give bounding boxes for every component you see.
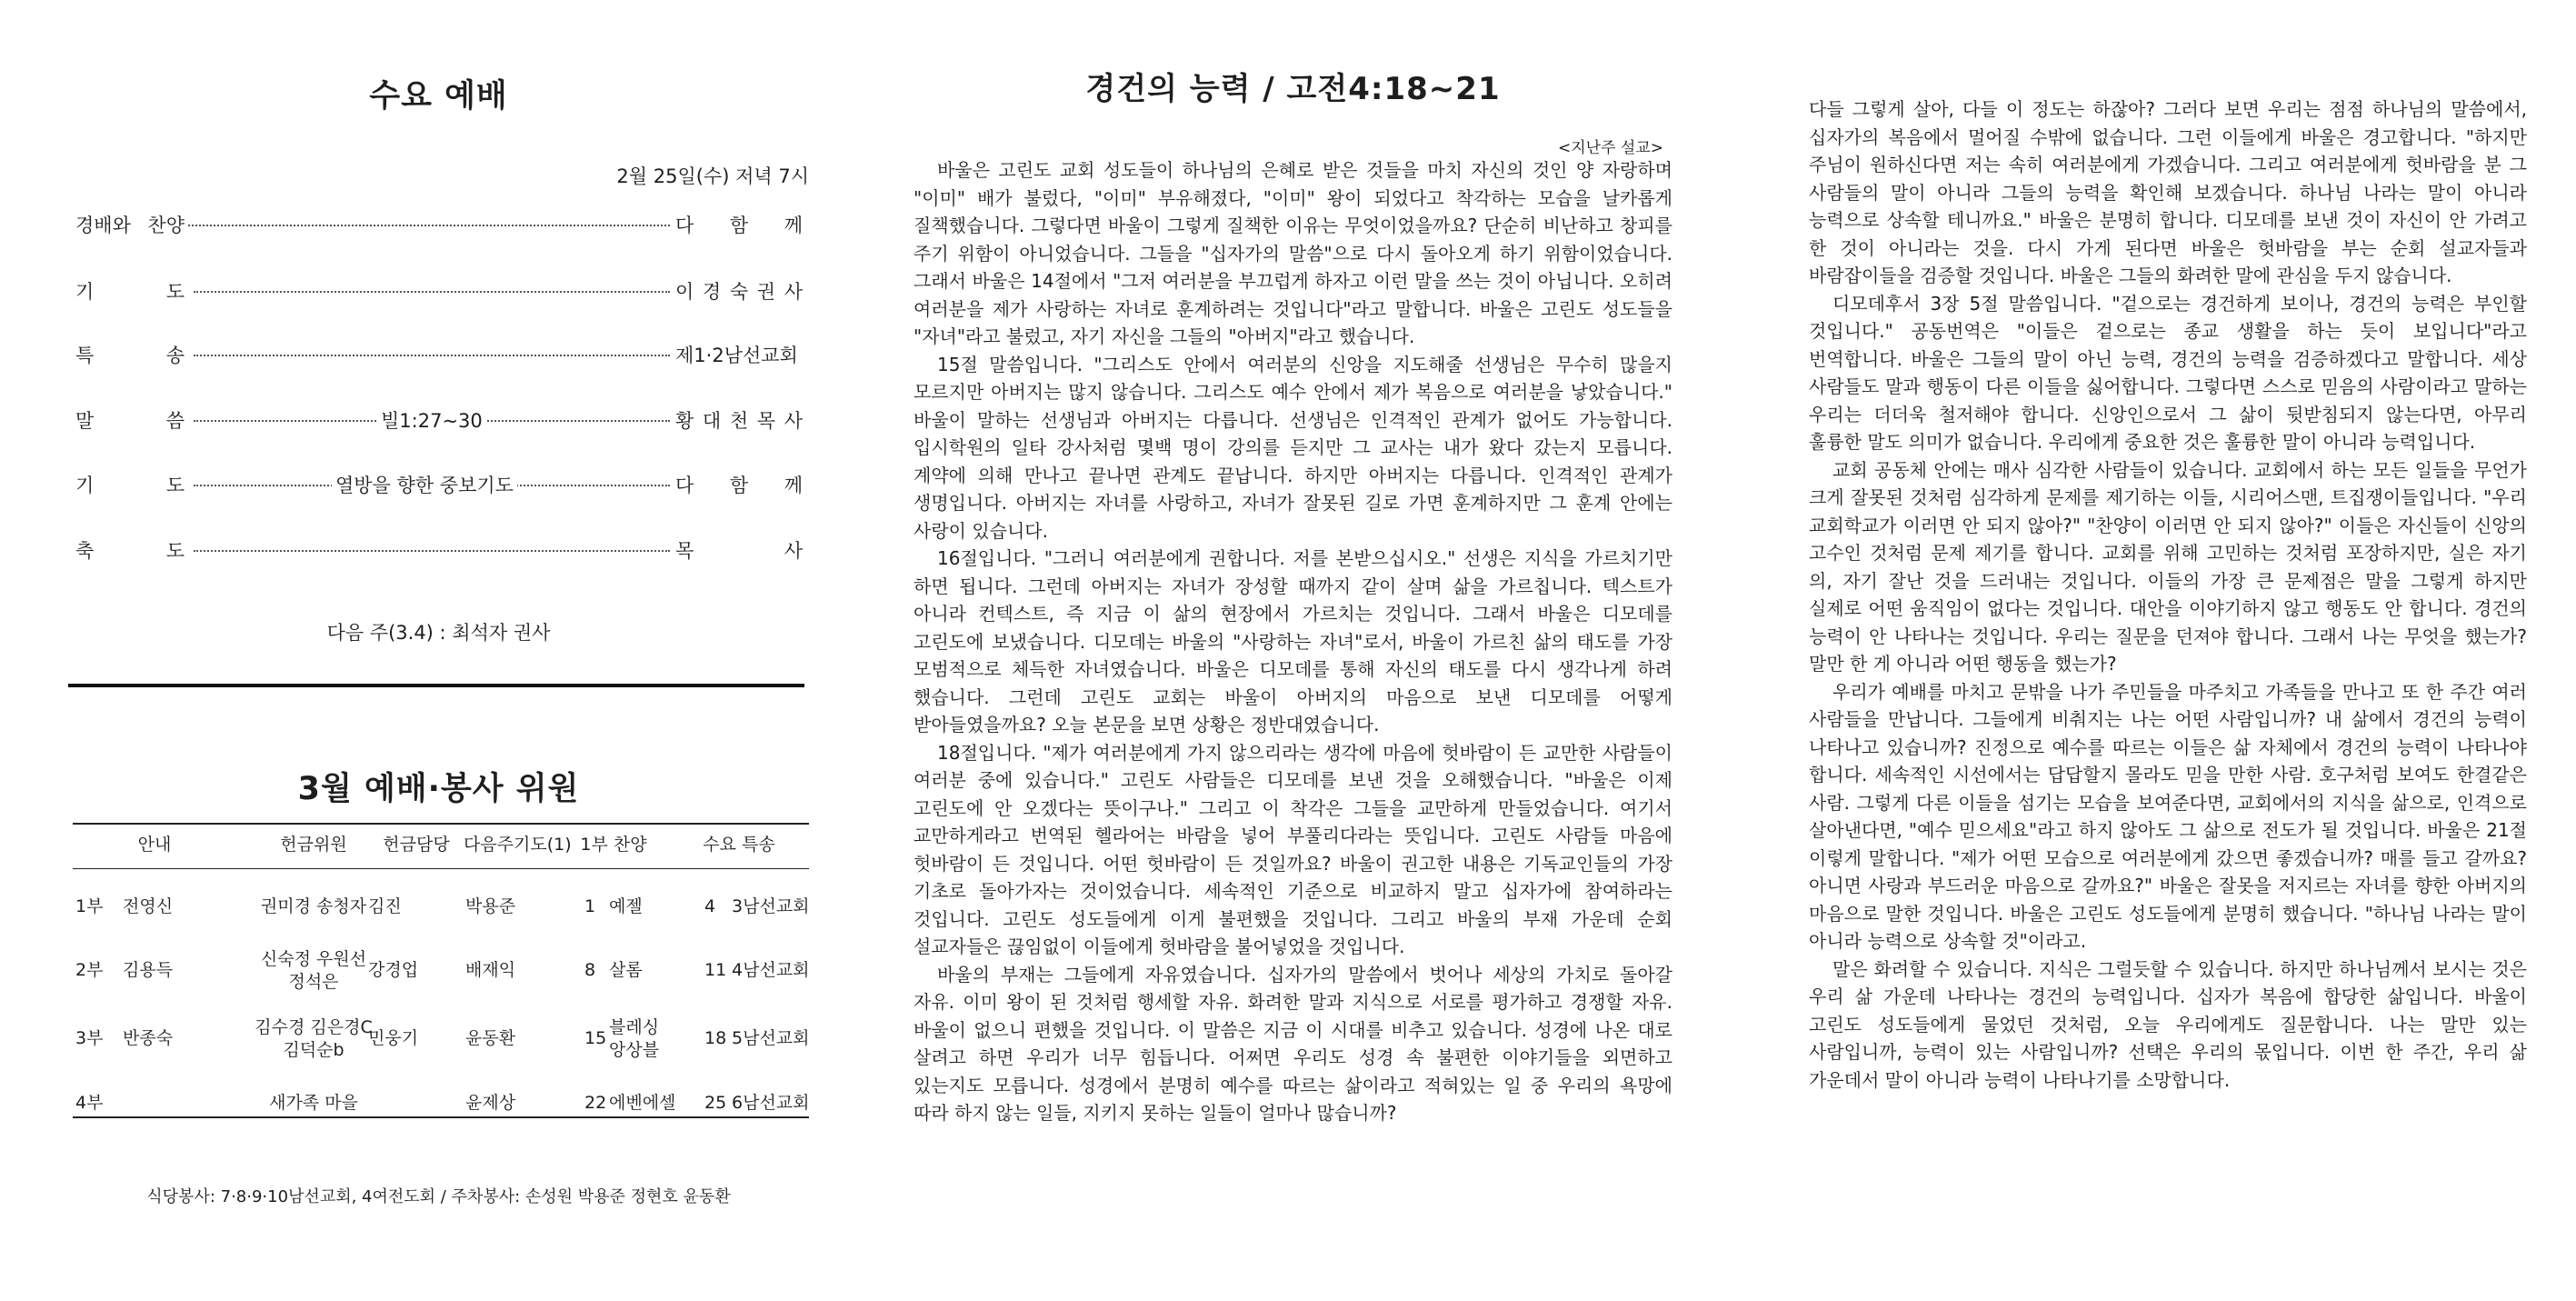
table-header-cell: 다음주기도(1)	[464, 835, 572, 855]
label-glyph: 목	[756, 410, 776, 432]
volunteer-note: 식당봉사: 7·8·9·10남선교회, 4여전도회 / 주차봉사: 손성원 박용준 정현호 윤동환	[146, 1187, 731, 1206]
table-cell-prayer: 윤제상	[465, 1093, 516, 1113]
sermon-paragraph: 다들 그렇게 살아, 다들 이 정도는 하잖아? 그러다 보면 우리는 점점 하나님의 말씀에서, 십자가의 복음에서 멀어질 수밖에 없습니다. 그런 이들에게 바울은 경고합니다. "하지만 주님이 원하신다면 저는 속히 여러분에게 가겠습니다. 그리고 여러분에게 헛바람을 분 그 사람들의 말이 아니라 그들의 능력을 확인해 보겠습니다. 하나님 나라는 말이 아니라 능력으로 상속할 테니까요." 바울은 분명히 합니다. 디모데를 보낸 것이 자신이 안 가려고 한 것이 아니라는 것을. 다시 가게 된다면 바울은 헛바람을 부는 순회 설교자들과 바람잡이들을 검증할 것입니다. 바울은 그들의 화려한 말에 관심을 두지 않습니다.	[1809, 98, 2527, 286]
table-cell-service: 2부	[75, 960, 104, 980]
label-glyph: 께	[784, 475, 803, 496]
label-glyph: 축	[75, 540, 95, 562]
table-cell-manager: 김진	[368, 896, 402, 916]
section-divider	[68, 684, 804, 687]
label-glyph: 목	[675, 540, 694, 562]
order-label	[75, 471, 185, 498]
label-glyph: 경배와	[75, 215, 131, 236]
dotted-leader	[194, 550, 670, 552]
table-cell-praise: 예젤	[609, 896, 643, 916]
table-cell-praise_no: 1	[584, 896, 596, 916]
label-glyph: 숙	[729, 281, 749, 303]
sermon-paragraph: 교회 공동체 안에는 매사 심각한 사람들이 있습니다. 교회에서 하는 모든 일들을 무언가 크게 잘못된 것처럼 심각하게 문제를 제기하는 이들, 시리어스맨, 트집쟁이들입니다. "우리 교회학교가 이러면 안 되지 않아?" "찬양이 이러면 안 되지 않아?" 이들은 자신들이 신앙의 고수인 것처럼 문제 제기를 합니다. 교회를 위해 고민하는 것처럼 포장하지만, 실은 자기 의, 자기 잘난 것을 드러내는 것입니다. 이들의 가장 큰 문제점은 말을 그렇게 하지만 실제로 어떤 움직임이 없다는 것입니다. 대안을 이야기하지 않고 행동도 안 합니다. 경건의 능력이 안 나타나는 것입니다. 우리는 질문을 던져야 합니다. 그래서 나는 무엇을 했는가? 말만 한 게 아니라 어떤 행동을 했는가?	[1809, 458, 2527, 675]
label-glyph: 씀	[165, 410, 185, 432]
label-glyph: 께	[784, 215, 803, 236]
table-cell-special_no: 18	[704, 1028, 727, 1048]
order-label	[75, 536, 185, 564]
table-cell-special: 5남선교회	[732, 1028, 810, 1048]
label-glyph: 천	[729, 410, 749, 432]
table-cell-service: 1부	[75, 896, 104, 916]
worship-date: 2월 25일(수) 저녁 7시	[616, 165, 809, 187]
order-middle-text: 빌1:27~30	[377, 406, 486, 434]
order-right	[675, 277, 803, 305]
table-cell-praise: 블레싱 앙상블	[609, 1017, 660, 1060]
worship-title: 수요 예배	[369, 78, 508, 115]
label-glyph: 말	[75, 410, 95, 432]
label-glyph: 도	[165, 475, 185, 496]
label-glyph: 사	[784, 540, 803, 562]
label-glyph: 대	[702, 410, 722, 432]
table-cell-prayer: 윤동환	[465, 1028, 516, 1048]
table-header-cell: 헌금담당	[383, 835, 450, 855]
label-glyph: 사	[784, 410, 803, 432]
label-glyph: 황	[675, 410, 694, 432]
label-glyph: 사	[784, 281, 803, 303]
table-bottom-rule	[73, 1116, 809, 1118]
order-middle-text: 열방을 향한 중보기도	[332, 471, 517, 498]
table-cell-special_no: 25	[704, 1093, 727, 1113]
sermon-paragraph: 바울의 부재는 그들에게 자유였습니다. 십자가의 말씀에서 벗어나 세상의 가치로 돌아갈 자유. 이미 왕이 된 것처럼 행세할 자유. 화려한 말과 지식으로 서로를 평가하고 경쟁할 자유. 바울이 없으니 편했을 것입니다. 이 말씀은 지금 이 시대를 비추고 있습니다. 성경에 나온 대로 살려고 하면 우리가 너무 힘듭니다. 어쩌면 우리도 성경 속 불편한 이야기들을 외면하고 있는지도 모릅니다. 성경에서 분명히 예수를 따르는 삶이라고 적혀있는 일 중 우리의 욕망에 따라 하지 않는 일들, 지키지 못하는 일들이 얼마나 많습니까?	[914, 963, 1672, 1124]
table-cell-offering: 권미경 송청자	[260, 896, 367, 916]
table-header-cell: 헌금위원	[280, 835, 347, 855]
order-row	[68, 341, 809, 368]
next-week-prayer: 다음 주(3.4) : 최석자 권사	[326, 622, 551, 644]
dotted-leader	[188, 225, 670, 226]
table-cell-guide: 전영신	[123, 896, 174, 916]
table-header-rule	[73, 868, 809, 869]
table-cell-manager: 강경업	[368, 960, 419, 980]
table-cell-prayer: 박용준	[465, 896, 516, 916]
sermon-paragraph: 말은 화려할 수 있습니다. 지식은 그럴듯할 수 있습니다. 하지만 하나님께서 보시는 것은 우리 삶 가운데 나타나는 경건의 능력입니다. 십자가 복음에 합당한 삶입니다. 바울이 고린도 성도들에게 물었던 것처럼, 오늘 우리에게도 질문합니다. 나는 말만 있는 사람입니까, 능력이 있는 사람입니까? 선택은 우리의 몫입니다. 이번 한 주간, 우리 삶 가운데서 말이 아니라 능력이 나타나기를 소망합니다.	[1809, 957, 2527, 1091]
table-top-rule	[73, 823, 809, 825]
sermon-paragraph: 바울은 고린도 교회 성도들이 하나님의 은혜로 받은 것들을 마치 자신의 것인 양 자랑하며 "이미" 배가 불렀다, "이미" 부유해졌다, "이미" 왕이 되었다고 착각하는 모습을 날카롭게 질책했습니다. 그렇다면 바울이 그렇게 질책한 이유는 무엇이었을까요? 단순히 비난하고 창피를 주기 위함이 아니었습니다. 그들을 "십자가의 말씀"으로 다시 돌아오게 하기 위함이었습니다. 그래서 바울은 14절에서 "그저 여러분을 부끄럽게 하자고 이런 말을 쓰는 것이 아닙니다. 오히려 여러분을 제가 사랑하는 자녀로 훈계하려는 것입니다"라고 말합니다. 바울은 고린도 성도들을 "자녀"라고 불렀고, 자기 자신을 그들의 "아버지"라고 했습니다.	[914, 159, 1672, 347]
label-glyph: 다	[675, 475, 694, 496]
label-glyph: 기	[75, 281, 95, 303]
table-cell-praise: 에벤에셀	[609, 1093, 676, 1113]
table-cell-prayer: 배재익	[465, 960, 516, 980]
dotted-leader	[194, 355, 670, 356]
table-cell-praise: 살롬	[609, 960, 643, 980]
label-glyph: 함	[729, 475, 749, 496]
sermon-paragraph: 18절입니다. "제가 여러분에게 가지 않으리라는 생각에 마음에 헛바람이 든 교만한 사람들이 여러분 중에 있습니다." 고린도 사람들은 디모데를 보낸 것을 오해했습니다. "바울은 이제 고린도에 안 오겠다는 뜻이구나." 그리고 이 착각은 그들을 교만하게 만들었습니다. 여기서 교만하게라고 번역된 헬라어는 바람을 넣어 부풀리다라는 뜻입니다. 고린도 사람들 마음에 헛바람이 든 것입니다. 어떤 헛바람이 든 것일까요? 바울이 권고한 내용은 기독교인들의 가장 기초로 돌아가자는 것이었습니다. 세속적인 기준으로 비교하지 말고 십자가에 참여하라는 것입니다. 고린도 성도들에게 이게 불편했을 것입니다. 그리고 바울의 부재 가운데 순회 설교자들은 끊임없이 이들에게 헛바람을 불어넣었을 것입니다.	[914, 741, 1672, 957]
label-glyph: 송	[165, 345, 185, 366]
label-glyph: 기	[75, 475, 95, 496]
order-row	[68, 406, 809, 434]
label-glyph: 함	[729, 215, 749, 236]
order-row	[68, 211, 809, 238]
label-glyph: 도	[165, 540, 185, 562]
table-cell-manager: 민웅기	[368, 1028, 419, 1048]
table-cell-special: 3남선교회	[732, 896, 810, 916]
table-cell-guide: 김용득	[123, 960, 174, 980]
dotted-leader	[194, 291, 670, 293]
order-row	[68, 536, 809, 564]
table-cell-special_no: 11	[704, 960, 727, 980]
table-cell-service: 4부	[75, 1093, 104, 1113]
order-right	[675, 406, 803, 434]
table-cell-service: 3부	[75, 1028, 104, 1048]
sermon-body-part2	[1809, 95, 2527, 1094]
table-header-cell: 수요 특송	[703, 835, 775, 855]
table-cell-praise_no: 22	[584, 1093, 607, 1113]
order-label	[75, 341, 185, 368]
sermon-paragraph: 우리가 예배를 마치고 문밖을 나가 주민들을 마주치고 가족들을 만나고 또 한 주간 여러 사람들을 만납니다. 그들에게 비춰지는 나는 어떤 사람입니까? 내 삶에서 경건의 능력이 나타나고 있습니까? 진정으로 예수를 따르는 이들은 삶 자체에서 경건의 능력이 나타나야 합니다. 세속적인 시선에서는 답답할지 몰라도 믿을 만한 사람. 호구처럼 보여도 한결같은 사람. 그렇게 다른 이들을 섬기는 모습을 보여준다면, 교회에서의 지식을 삶으로, 인격으로 살아낸다면, "예수 믿으세요"라고 하지 않아도 그 삶으로 전도가 될 것입니다. 바울은 21절 이렇게 말합니다. "제가 어떤 모습으로 여러분에게 갔으면 좋겠습니까? 매를 들고 갈까요? 아니면 사랑과 부드러운 마음으로 갈까요?" 바울은 잘못을 저지르는 자녀를 향한 아버지의 마음으로 말한 것입니다. 바울은 고린도 성도들에게 분명히 했습니다. "하나님 나라는 말이 아니라 능력으로 상속할 것"이라고.	[1809, 680, 2527, 952]
sermon-title: 경건의 능력 / 고전4:18~21	[1085, 71, 1501, 107]
label-glyph: 도	[165, 281, 185, 303]
order-row	[68, 471, 809, 498]
table-header-cell: 안내	[137, 835, 172, 855]
staff-title: 3월 예배·봉사 위원	[297, 771, 580, 807]
table-cell-praise_no: 15	[584, 1028, 607, 1048]
sermon-paragraph: 16절입니다. "그러니 여러분에게 권합니다. 저를 본받으십시오." 선생은 지식을 가르치기만 하면 됩니다. 그런데 아버지는 자녀가 장성할 때까지 같이 살며 삶을 가르칩니다. 텍스트가 아니라 컨텍스트, 즉 지금 이 삶의 현장에서 가르치는 것입니다. 그래서 바울은 디모데를 고린도에 보냈습니다. 디모데는 바울의 "사랑하는 자녀"로서, 바울이 가르친 삶의 태도를 가장 모범적으로 체득한 자녀였습니다. 바울은 디모데를 통해 자신의 태도를 다시 생각나게 하려 했습니다. 그런데 고린도 교회는 바울이 아버지의 마음으로 보낸 디모데를 어떻게 받아들였을까요? 오늘 본문을 보면 상황은 정반대였습니다.	[914, 547, 1672, 736]
order-label	[75, 406, 185, 434]
sermon-paragraph: 디모데후서 3장 5절 말씀입니다. "겉으로는 경건하게 보이나, 경건의 능력은 부인할 것입니다." 공동번역은 "이들은 겉으로는 종교 생활을 하는 듯이 보입니다"라고 번역합니다. 바울은 그들의 말이 아닌 능력, 경건의 능력을 검증하겠다고 말합니다. 세상 사람들도 말과 행동이 다른 이들을 싫어합니다. 그렇다면 스스로 믿음의 사람이라고 말하는 우리는 더더욱 철저해야 합니다. 신앙인으로서 그 삶이 뒷받침되지 않는다면, 아무리 훌륭한 말도 의미가 없습니다. 우리에게 중요한 것은 훌륭한 말이 아니라 능력입니다.	[1809, 292, 2527, 453]
label-glyph: 찬양	[147, 215, 185, 236]
order-right: 제1·2남선교회	[675, 345, 798, 366]
order-right	[675, 471, 803, 498]
order-row	[68, 277, 809, 305]
table-cell-special: 6남선교회	[732, 1093, 810, 1113]
table-header-cell: 1부 찬양	[580, 835, 647, 855]
order-right	[675, 536, 803, 564]
table-cell-guide: 반종숙	[123, 1028, 174, 1048]
label-glyph: 다	[675, 215, 694, 236]
order-label	[75, 277, 185, 305]
order-right	[675, 211, 803, 238]
label-glyph: 이	[675, 281, 694, 303]
sermon-note: <지난주 설교>	[1557, 139, 1663, 157]
order-label	[75, 211, 185, 238]
table-cell-praise_no: 8	[584, 960, 596, 980]
label-glyph: 권	[756, 281, 776, 303]
table-cell-offering: 김수경 김은경C 김덕순b	[255, 1017, 373, 1060]
sermon-paragraph: 15절 말씀입니다. "그리스도 안에서 여러분의 신앙을 지도해줄 선생님은 무수히 많을지 모르지만 아버지는 많지 않습니다. 그리스도 예수 안에서 제가 복음으로 여러분을 낳았습니다." 바울이 말하는 선생님과 아버지는 다릅니다. 선생님은 인격적인 관계가 없어도 가능합니다. 입시학원의 일타 강사처럼 몇백 명이 강의를 듣지만 그 교사는 내가 왔다 갔는지 모릅니다. 계약에 의해 만나고 끝나면 관계도 끝납니다. 하지만 아버지는 다릅니다. 인격적인 관계가 생명입니다. 아버지는 자녀를 사랑하고, 자녀가 잘못된 길로 가면 훈계하지만 그 훈계 안에는 사랑이 있습니다.	[914, 353, 1672, 542]
table-cell-special: 4남선교회	[732, 960, 810, 980]
table-cell-offering: 신숙정 우원선 정석은	[260, 949, 367, 992]
table-cell-special_no: 4	[704, 896, 716, 916]
sermon-body-part1	[914, 156, 1672, 1127]
table-cell-offering: 새가족 마을	[269, 1093, 358, 1113]
label-glyph: 경	[702, 281, 722, 303]
label-glyph: 특	[75, 345, 95, 366]
